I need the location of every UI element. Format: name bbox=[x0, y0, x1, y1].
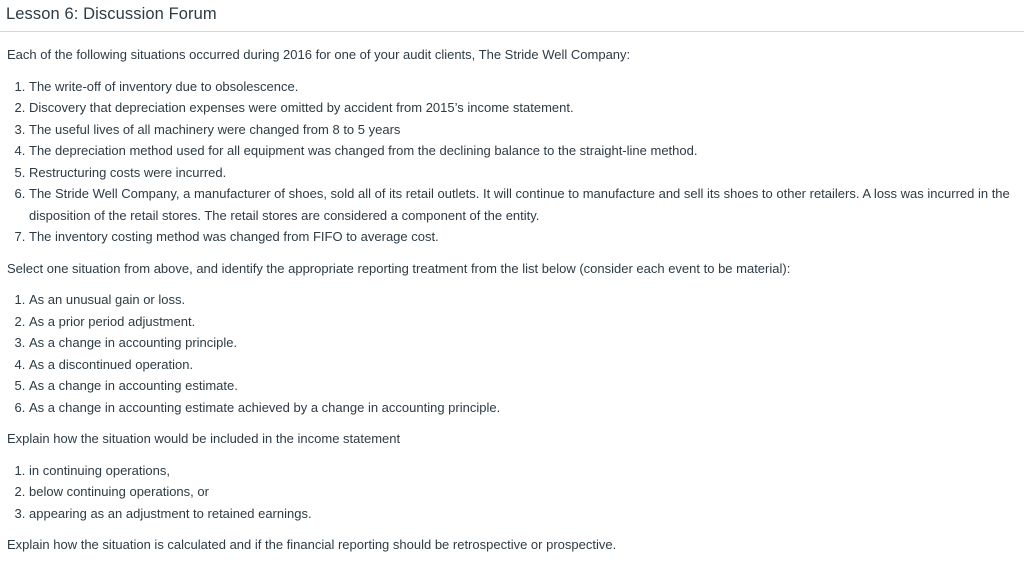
explain-calc-prompt: Explain how the situation is calculated and if the financial reporting should be retrospective or prospective. bbox=[7, 537, 617, 552]
list-item: 3. appearing as an adjustment to retained earnings. bbox=[29, 503, 1012, 525]
page-title: Lesson 6: Discussion Forum bbox=[6, 5, 217, 23]
discussion-body bbox=[7, 44, 1012, 556]
list-item: 3. The useful lives of all machinery were changed from 8 to 5 years bbox=[29, 119, 1012, 141]
list-item: 1. in continuing operations, bbox=[29, 460, 1012, 482]
list-item: 5. As a change in accounting estimate. bbox=[29, 375, 1012, 397]
list-item: 2. Discovery that depreciation expenses were omitted by accident from 2015’s income statement. bbox=[29, 97, 1012, 119]
select-prompt: Select one situation from above, and identify the appropriate reporting treatment from the list below (consider each event to be material): bbox=[7, 260, 791, 276]
list-item: 5. Restructuring costs were incurred. bbox=[29, 162, 1012, 184]
situations-list bbox=[7, 76, 1012, 248]
treatments-list bbox=[7, 289, 1012, 418]
list-item: 3. As a change in accounting principle. bbox=[29, 332, 1012, 354]
income-options-list bbox=[7, 460, 1012, 525]
list-item: 2. below continuing operations, or bbox=[29, 481, 1012, 503]
list-item: 7. The inventory costing method was changed from FIFO to average cost. bbox=[29, 226, 1012, 248]
list-item: 1. The write-off of inventory due to obsolescence. bbox=[29, 76, 1012, 98]
intro-text: Each of the following situations occurred during 2016 for one of your audit clients, The Stride Well Company: bbox=[7, 47, 631, 62]
list-item: 4. The depreciation method used for all equipment was changed from the declining balance to the straight-line method. bbox=[29, 140, 1012, 162]
list-item: 4. As a discontinued operation. bbox=[29, 354, 1012, 376]
list-item: 6. The Stride Well Company, a manufacturer of shoes, sold all of its retail outlets. It will continue to manufacture and sell its shoes to other retailers. A loss was incurred in the disposition of the retail stores. The retail stores are considered a component of the entity. bbox=[29, 183, 1012, 226]
list-item: 2. As a prior period adjustment. bbox=[29, 311, 1012, 333]
title-bar bbox=[0, 0, 1024, 32]
list-item: 6. As a change in accounting estimate achieved by a change in accounting principle. bbox=[29, 397, 1012, 419]
explain-income-prompt: Explain how the situation would be included in the income statement bbox=[7, 431, 401, 446]
list-item: 1. As an unusual gain or loss. bbox=[29, 289, 1012, 311]
